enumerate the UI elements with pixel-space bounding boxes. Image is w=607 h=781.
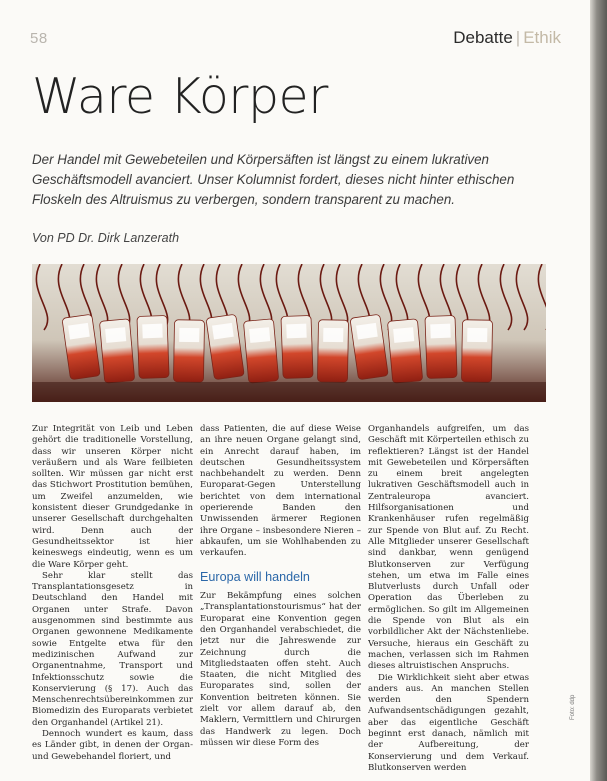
subsection-name: Ethik bbox=[523, 28, 561, 47]
body-paragraph: Die Wirklichkeit sieht aber etwas anders aus. An manchen Stellen werden den Spendern Aufwandsentschädigungen gezahlt, aber das eigentliche Geschäft beginnt erst danach, nämlich mit der Aufbereitung, der Konservierung und dem Verkauf. Blutkonserven werden bbox=[368, 672, 529, 773]
body-paragraph: dass Patienten, die auf diese Weise an ihre neuen Organe gelangt sind, ein Anrecht darauf haben, im deutschen Gesundheitssystem nachbehandelt zu werden. Denn Europarat-Gegen Unterstellung berichtet von dem international operierende Banden den Unwissenden ärmerer Regionen ihre Organe – insbesondere Nieren – abkaufen, um sie Wohlhabenden zu verkaufen. bbox=[200, 424, 361, 559]
body-paragraph: Sehr klar stellt das Transplantationsgesetz in Deutschland den Handel mit Organen unter Strafe. Davon ausgenommen sind bestimmte aus Organen gewonnene Medikamente sowie Entgelte etwa für den medizinischen Aufwand zur Organentnahme, Transport und Infektionsschutz sowie die Konservierung (§ 17). Auch das Menschenrechtsübereinkommen zur Biomedizin des Europarats verbietet den Organhandel (Artikel 21). bbox=[32, 570, 193, 728]
blood-bags-photo bbox=[32, 264, 546, 402]
bag-label bbox=[393, 327, 414, 343]
body-paragraph: Zur Bekämpfung eines solchen „Transplantationstourismus“ hat der Europarat eine Konvention gegen den Organhandel verabschiedet, die jetzt nur die Jahreswende zur Zeichnung durch die Mitgliedstaaten offen steht. Auch Staaten, die nicht Mitglied des Europarates sind, sollen der Konvention beitreten können. Sie zielt vor allem darauf ab, den Maklern, Vermittlern und Chirurgen das Handwerk zu legen. Doch müssen wir diese Form des bbox=[200, 591, 361, 748]
section-label bbox=[453, 28, 561, 48]
page-number: 58 bbox=[30, 30, 48, 47]
body-column-3 bbox=[368, 424, 529, 781]
section-name: Debatte bbox=[453, 28, 513, 47]
body-paragraph: Zur Integrität von Leib und Leben gehört die traditionelle Vorstellung, dass wir unseren Körper nicht veräußern und als Ware feilbieten sollten. Wir müssen gar nicht erst das Stichwort Prostitution bemühen, um Zweifel anzumelden, wie konsistent dieser Grundgedanke in unserer Gesellschaft durchgehalten wird. Denn auch der Gesundheitssektor ist hier keineswegs eindeutig, wenn es um die Ware Körper geht. bbox=[32, 424, 193, 570]
bag-label bbox=[467, 328, 487, 342]
article-lead: Der Handel mit Gewebeteilen und Körpersäften ist längst zu einem lukrativen Geschäftsmodell avanciert. Unser Kolumnist fordert, dieses nicht hinter ethischen Floskeln des Altruismus zu verbergen, sondern transparent zu machen. bbox=[32, 152, 515, 207]
bag-label bbox=[179, 328, 199, 342]
page-edge-shadow bbox=[590, 0, 607, 781]
bag-label bbox=[142, 324, 162, 339]
article-headline: Ware Körper bbox=[32, 68, 328, 125]
body-paragraph: Organhandels aufgreifen, um das Geschäft mit Körperteilen ethisch zu reflektieren? Längst ist der Handel mit Gewebeteilen und Körpersäften zu einem breit angelegten lukrativen Geschäftsmodell auch in Zentraleuropa avanciert. Hilfsorganisationen und Krankenhäuser rufen regelmäßig zur Spende von Blut auf. Zu Recht. Alle Mitglieder unserer Gesellschaft sind dankbar, wenn genügend Blutkonserven zur Verfügung stehen, um etwa im Falle eines Blutverlusts durch Unfall oder Operation das Überleben zu ermöglichen. So gilt im Allgemeinen die Spende von Blut als ein vorbildlicher Akt der Nächstenliebe. Versuche, hieraus ein Geschäft zu machen, verlassen sich im Rahmen dieses altruistischen Anspruchs. bbox=[368, 424, 529, 672]
article-author: Von PD Dr. Dirk Lanzerath bbox=[32, 231, 180, 245]
bag-label bbox=[212, 323, 234, 340]
article-body bbox=[32, 424, 548, 781]
bag-label bbox=[356, 323, 378, 340]
bag-label bbox=[323, 328, 343, 342]
blood-bags-illustration bbox=[32, 264, 546, 402]
bag-label bbox=[286, 324, 306, 339]
bag-label bbox=[249, 327, 270, 343]
article-subheading: Europa will handeln bbox=[200, 569, 310, 584]
section-separator: | bbox=[515, 28, 521, 47]
bag-label bbox=[68, 323, 90, 340]
bag-label bbox=[105, 327, 126, 343]
bag-label bbox=[430, 324, 450, 339]
photo-credit: Foto: ddp bbox=[570, 694, 576, 720]
body-paragraph: Dennoch wundert es kaum, dass es Länder gibt, in denen der Organ- und Gewebehandel floriert, und bbox=[32, 729, 193, 762]
body-column-2 bbox=[200, 424, 361, 781]
body-column-1 bbox=[32, 424, 193, 781]
